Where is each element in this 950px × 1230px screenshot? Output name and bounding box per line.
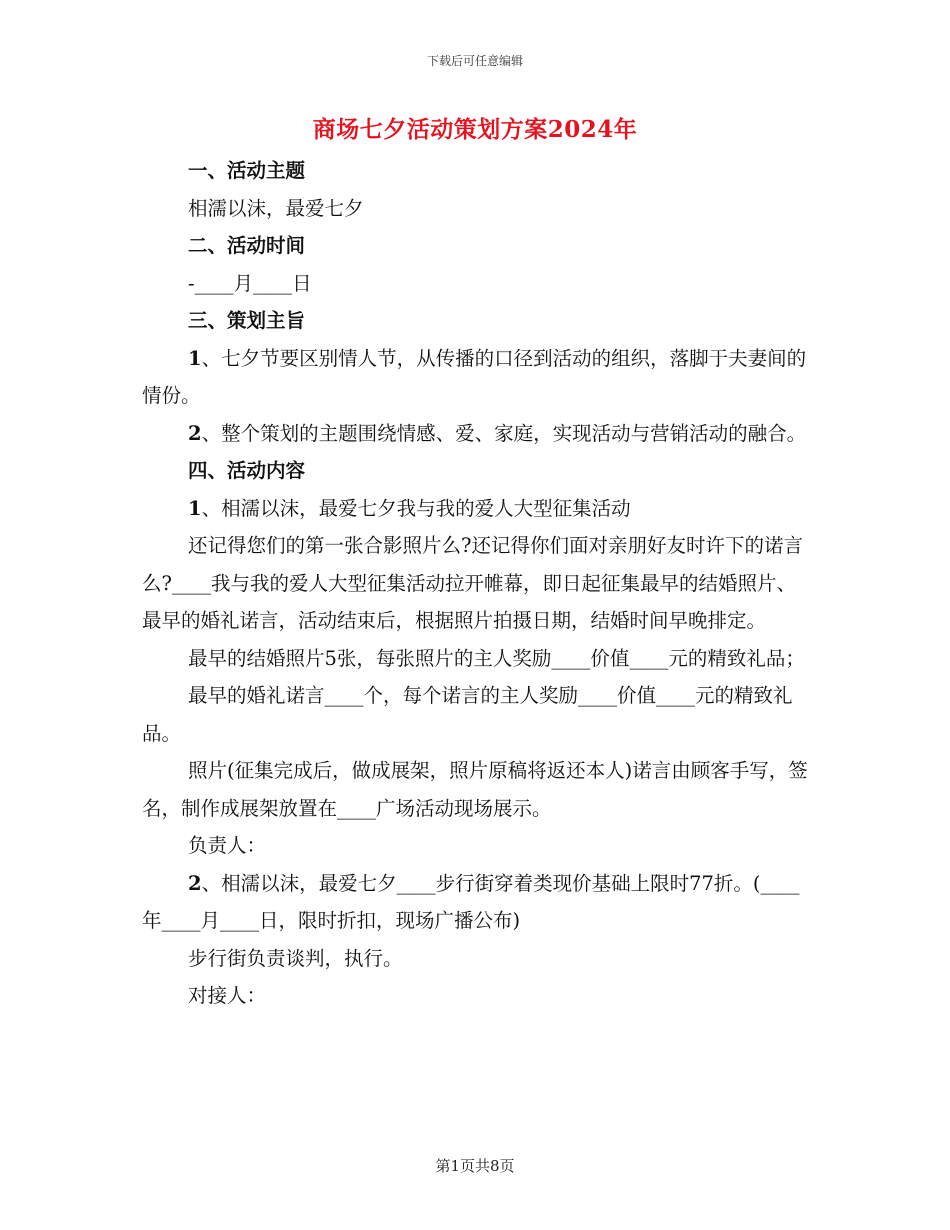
content-paragraph: 步行街负责谈判，执行。	[188, 946, 403, 970]
paragraph-text: 、整个策划的主题围绕情感、爱、家庭，实现活动与营销活动的融合。	[201, 421, 807, 445]
theme-text: 相濡以沫，最爱七夕	[188, 196, 364, 220]
purpose-paragraph-2	[142, 415, 810, 453]
content-item-2	[142, 865, 810, 940]
content-paragraph: 照片(征集完成后，做成展架，照片原稿将返还本人)诺言由顾客手写，签名，制作成展架放置在____广场活动现场展示。	[142, 759, 808, 820]
page-footer-page-number: 第1页共8页	[435, 1157, 515, 1175]
responsible-person-label: 负责人：	[188, 834, 267, 857]
document-body	[142, 152, 810, 1015]
section-heading-time: 二、活动时间	[188, 234, 306, 257]
page-header-note: 下载后可任意编辑	[426, 54, 523, 68]
content-paragraph: 最早的结婚照片5张，每张照片的主人奖励____价值____元的精致礼品；	[188, 646, 805, 670]
purpose-paragraph-1	[142, 340, 810, 415]
document-title: 商场七夕活动策划方案2024年	[312, 116, 638, 143]
section-heading-purpose: 三、策划主旨	[188, 309, 306, 332]
time-text: -____月____日	[188, 271, 312, 295]
section-heading-content: 四、活动内容	[188, 459, 306, 482]
paragraph-text: 、七夕节要区别情人节，从传播的口径到活动的组织，落脚于夫妻间的情份。	[142, 346, 807, 407]
paragraph-text: 、相濡以沫，最爱七夕____步行街穿着类现价基础上限时77折。(____年____月____日，限时折扣，现场广播公布)	[142, 871, 800, 932]
paragraph-text: 、相濡以沫，最爱七夕我与我的爱人大型征集活动	[201, 496, 631, 520]
content-item-1	[142, 490, 810, 528]
contact-person-label: 对接人：	[188, 984, 267, 1007]
list-number: 2	[188, 871, 202, 895]
section-heading-theme: 一、活动主题	[188, 159, 306, 182]
content-paragraph: 最早的婚礼诺言____个，每个诺言的主人奖励____价值____元的精致礼品。	[142, 684, 793, 745]
list-number: 1	[188, 496, 202, 520]
list-number: 1	[188, 346, 202, 370]
content-paragraph: 还记得您们的第一张合影照片么?还记得你们面对亲朋好友时许下的诺言么?____我与我的爱人大型征集活动拉开帷幕，即日起征集最早的结婚照片、最早的婚礼诺言，活动结束后，根据照片拍摄日期，结婚时间早晚排定。	[142, 534, 803, 632]
list-number: 2	[188, 421, 202, 445]
